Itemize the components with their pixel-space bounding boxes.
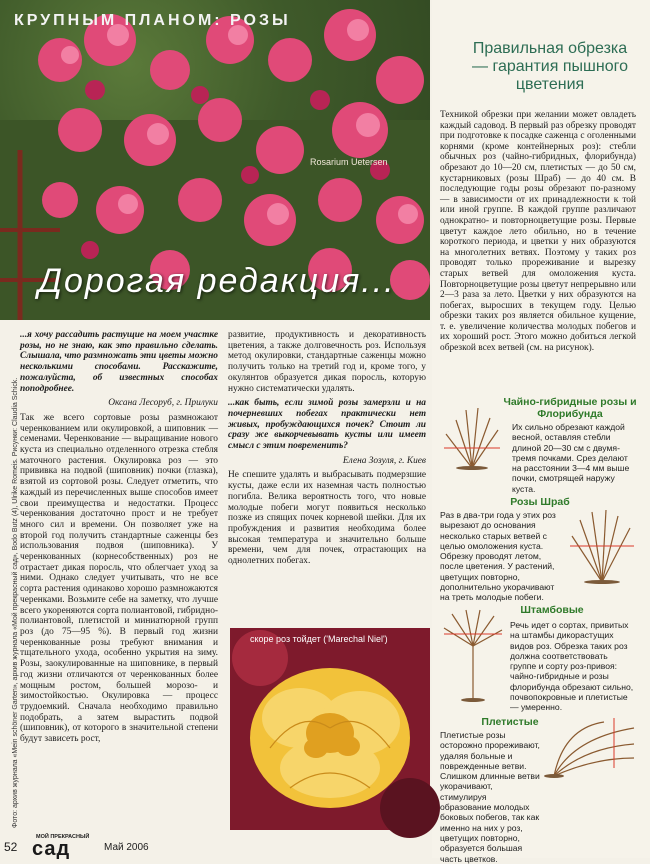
photo-credit: Rosarium Uetersen (310, 157, 388, 167)
reader-signature-2: Елена Зозуля, г. Киев (342, 455, 426, 466)
group-text-tea-hybrid: Их сильно обрезают каждой весной, оставляя стебли длиной 20—30 см с двумя-тремя почками. Срез делают на расстоянии 3—4 мм выше почки, смотрящей наружу куста. (512, 422, 630, 494)
group-title-tea-hybrid: Чайно-гибридные розы и Флорибунда (503, 396, 637, 420)
photo-caption: скоре роз тойдет ('Marechal Niel') (250, 634, 388, 644)
group-text-climbing: Плетистые розы осторожно прореживают, удаляя больные и поврежденные ветви. Слишком длинные ветви укорачивают, стимулируя образование молодых боковых побегов, так как именно на них у роз, цветущих повторно, образуется большая часть цветков. (440, 730, 540, 864)
reader-signature-1: Оксана Лесоруб, г. Прилуки (108, 398, 218, 409)
right-column-body: Техникой обрезки при желании может овладеть каждый садовод. В первый раз обрезку проводят при подготовке к посадке саженца с оголенными корнями (кроме контейнерных роз): стебли обычных роз (чайно-гибридных, флорибунда) обрезают до 10—20 см, плетистых — до 50 см, кустарниковых (розы Шраб) — до 40 см. В последующие годы розы обрезают по-разному — в зависимости от их принадлежности к той или иной группе. В каждой группе различают однократно- и повторноцветущие розы. Первые цветут каждое лето обильно, но в течение короткого периода, и цветки у них образуются на многолетних ветвях. Поэтому у таких роз проводят только прореживание и вырезку старых ветвей для омоложения куста. Повторноцветущие розы цветут непрерывно или 2—3 раза за лето. Цветки у них образуются на побегах, выросших в текущем году. Целью обрезки таких роз является обильное кущение, т. е. увеличение количества молодых побегов и их хороший рост. Этого можно добиться легкой обрезкой всех ветвей (см. на рисунок). (440, 110, 636, 354)
letters-column-1 (20, 330, 218, 749)
magazine-label-small: МОЙ ПРЕКРАСНЫЙ (36, 834, 90, 840)
group-title-climbing: Плетистые (481, 716, 539, 728)
hero-photo (0, 0, 430, 320)
page-footer (0, 834, 650, 858)
page-number: 52 (4, 840, 18, 854)
group-text-standard: Речь идет о сортах, привитых на штамбы дикорастущих видов роз. Обрезка таких роз должна соответствовать группе и сорту роз-привоя: чайно-гибридные и розы флорибунда обрезают сильно, почвопокровные и плетистые — умеренно. (510, 620, 634, 713)
yellow-rose-illustration (230, 628, 430, 830)
letters-column-2 (228, 330, 426, 571)
photo-credits-vertical: Фото: архив журнала «Mein schöner Garten», архив журнала «Мой прекрасный сад», Bodo Butz (4), Ulrike Romeis. Рисунки: Claudia Schick. (12, 377, 19, 828)
group-text-shrub: Раз в два-три года у этих роз вырезают до основания несколько старых ветвей с целью омоложения куста. Обрезку проводят летом, после цветения. У растений, цветущих повторно, дополнительно укорачивают на треть молодые побеги. (440, 510, 556, 603)
shrub-climbing-icon (544, 718, 638, 778)
magazine-logo: сад (32, 838, 71, 860)
editor-answer-1: Так же всего сортовые розы размножают черенкованием или окулировкой, а шиповник — семенами. Черенкование — выращивание нового куста из специально отделенного отрезка стебля маточного растения. Окулировка роз — это прививка на подвой (шиповник) почки (глазка), взятой из сортовой розы. Следует отметить, что каждый из перечисленных выше способов имеет свои преимущества и недостатки. Процесс черенкования достаточно прост и не требует много сил и времени. Он позволяет уже на второй год получить стандартные саженцы без использования подвоя (шиповника). У черенкованных (корнесобственных) роз не отрастает дикая поросль, что облегчает уход за ними. Однако следует учитывать, что не все сорта растения одинаково хорошо размножаются черенками. Возьмите себе на заметку, что лучше всего укореняются сорта полиантовой, гибридно-полиантовой, плетистой и миниатюрной групп роз (до 75—95 %). В первый год жизни черенкованные розы требуют внимания и тщательного ухода, особенно укрытия на зиму. Розы, заокулированные на шиповнике, в первый год жизни отличаются от черенкованных более мощным ростом, большей морозо- и зимостойкостью. Окулировка — процесс трудоемкий. Сначала необходимо правильно подобрать, а затем вырастить подвой (шиповник), от которого в значительной степени будут зависеть рост, (20, 412, 218, 745)
shrub-shrab-icon (566, 506, 638, 584)
group-title-standard: Штамбовые (520, 604, 584, 616)
section-label: КРУПНЫМ ПЛАНОМ: РОЗЫ (14, 12, 291, 29)
group-title-shrub: Розы Шраб (510, 496, 570, 508)
right-column-title: Правильная обрезка — гарантия пышного цветения (472, 40, 628, 93)
editor-answer-2: Не спешите удалять и выбрасывать подмерзшие кусты, даже если их наземная часть полностью погибла. Велика вероятность того, что новые молодые побеги могут появиться несколько позже из спящих почек корневой шейки. Для их пробуждения и развития необходима более высокая температура и значительно больше времени, чем для почек, отрастающих на однолетних побегах. (228, 470, 426, 567)
issue-date: Май 2006 (104, 842, 149, 853)
editor-answer-1-continued: развитие, продуктивность и декоративность цветения, а также долговечность роз. Используя метод окулировки, стандартные саженцы можно получить только на третий год и, кроме того, у окулянтов образуется дикая поросль, которую нужно систематически удалять. (228, 330, 426, 394)
shrub-tea-hybrid-icon (436, 400, 508, 470)
yellow-rose-photo (230, 628, 430, 830)
reader-question-1: ...я хочу рассадить растущие на моем участке розы, но не знаю, как это правильно сделать. Слышала, что размножать эти цветы можно несколькими способами. Расскажите, пожалуйста, об известных способах поподробнее. (20, 330, 218, 394)
reader-question-2: ...как быть, если зимой розы замерзли и на почерневших побегах практически нет живых, пробуждающихся почек? Стоит ли сразу же выкорчевывать кусты или имеет смысл с этим повременить? (228, 398, 426, 452)
page-title: Дорогая редакция... (38, 262, 396, 300)
shrub-standard-icon (440, 606, 506, 702)
